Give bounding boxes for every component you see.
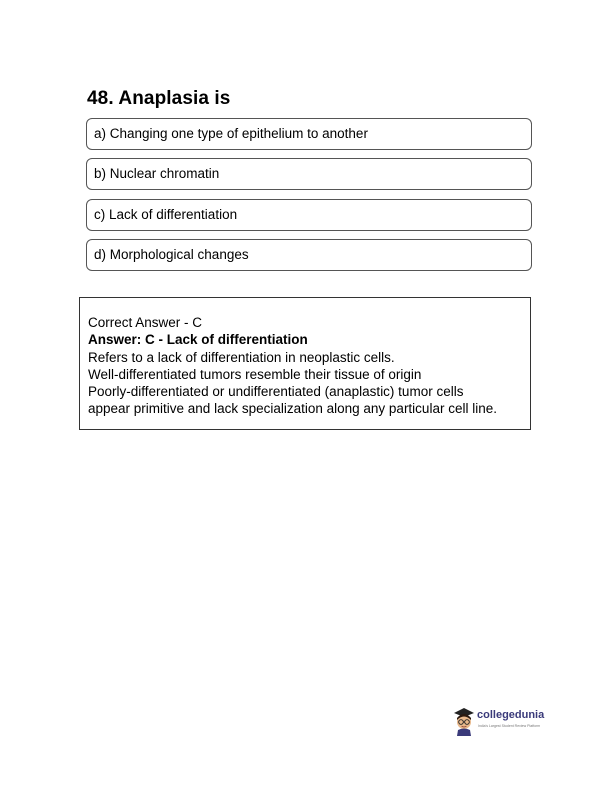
logo-tagline: India's Largest Student Review Platform (478, 724, 541, 728)
mascot-icon (453, 706, 475, 736)
explanation-line-4: appear primitive and lack specialization along any particular cell line. (88, 401, 497, 417)
logo-wordmark: collegedunia (477, 709, 545, 721)
answer-box (79, 297, 531, 430)
option-b[interactable]: b) Nuclear chromatin (86, 158, 532, 190)
option-c[interactable]: c) Lack of differentiation (86, 199, 532, 231)
explanation-line-3: Poorly-differentiated or undifferentiated (anaplastic) tumor cells (88, 384, 464, 400)
collegedunia-logo (453, 706, 553, 736)
answer-heading: Answer: C - Lack of differentiation (88, 332, 308, 348)
explanation-line-1: Refers to a lack of differentiation in neoplastic cells. (88, 349, 395, 365)
option-a[interactable]: a) Changing one type of epithelium to another (86, 118, 532, 150)
correct-answer-line: Correct Answer - C (88, 315, 203, 330)
explanation-line-2: Well-differentiated tumors resemble their tissue of origin (88, 366, 422, 382)
question-title: 48. Anaplasia is (87, 88, 231, 109)
option-d[interactable]: d) Morphological changes (86, 239, 532, 271)
